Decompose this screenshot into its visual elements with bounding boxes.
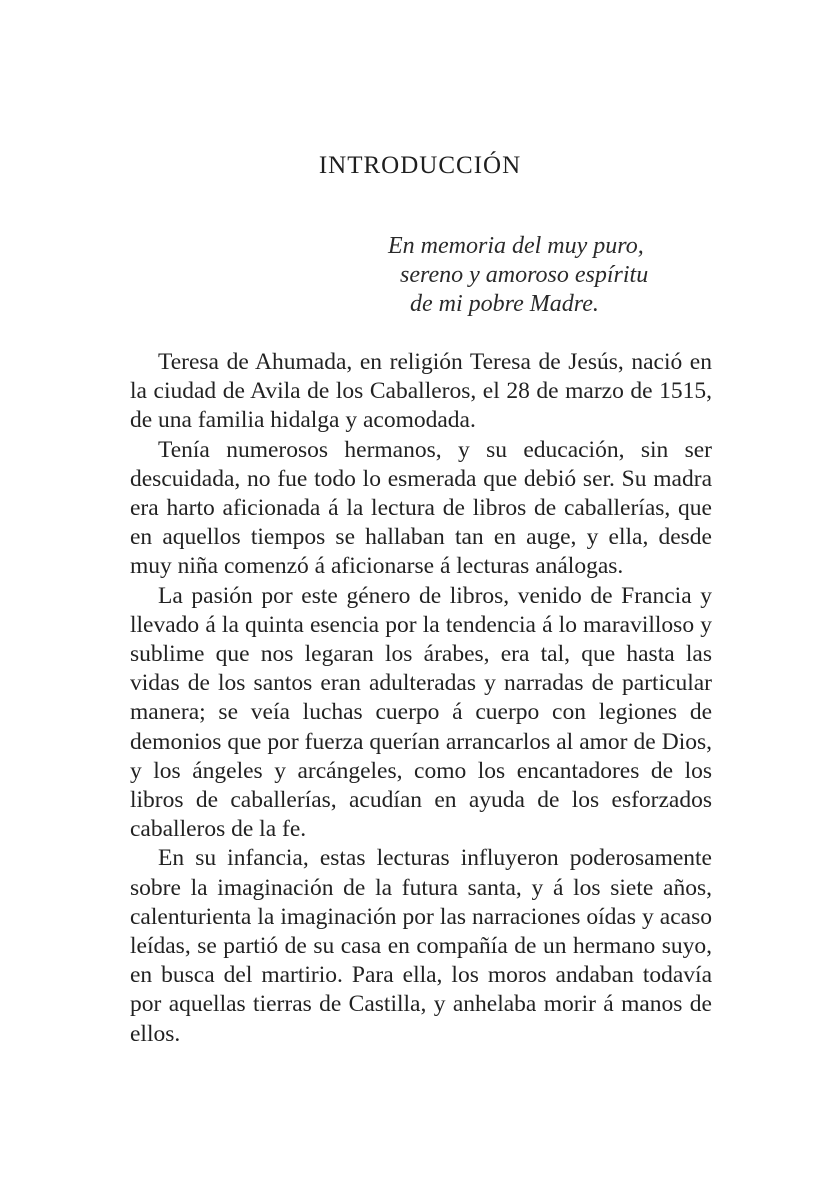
- chapter-title: INTRODUCCIÓN: [318, 152, 522, 179]
- dedication-line-2: sereno y amoroso espíritu: [400, 262, 649, 288]
- dedication-line-1: En memoria del muy puro,: [388, 233, 644, 259]
- paragraph-2: Tenía numerosos hermanos, y su educación, sin ser descuidada, no fue todo lo esmerada que debió ser. Su madra era harto aficionada á la lectura de libros de caballerías, que en aquellos tiempos se hallaban tan en auge, y ella, desde muy niña comenzó á aficionarse á lecturas análogas.: [130, 436, 712, 580]
- dedication: [388, 232, 718, 319]
- paragraph-1: Teresa de Ahumada, en religión Teresa de Jesús, nació en la ciudad de Avila de los Caballeros, el 28 de marzo de 1515, de una familia hidalga y acomodada.: [130, 349, 712, 434]
- paragraph-4: En su infancia, estas lecturas influyeron poderosamente sobre la imaginación de la futura santa, y á los siete años, calenturienta la imaginación por las narraciones oídas y acaso leídas, se partió de su casa en compañía de un hermano suyo, en busca del martirio. Para ella, los moros andaban todavía por aquellas tierras de Castilla, y anhelaba morir á manos de ellos.: [130, 845, 712, 1047]
- dedication-line-3: de mi pobre Madre.: [410, 291, 599, 317]
- paragraph-3: La pasión por este género de libros, venido de Francia y llevado á la quinta esencia por la tendencia á lo maravilloso y sublime que nos legaran los árabes, era tal, que hasta las vidas de los santos eran adulteradas y narradas de particular manera; se veía luchas cuerpo á cuerpo con legiones de demonios que por fuerza querían arrancarlos al amor de Dios, y los ángeles y arcángeles, como los encantadores de los libros de caballerías, acudían en ayuda de los esforzados caballeros de la fe.: [130, 582, 712, 843]
- body-text: [130, 348, 712, 1049]
